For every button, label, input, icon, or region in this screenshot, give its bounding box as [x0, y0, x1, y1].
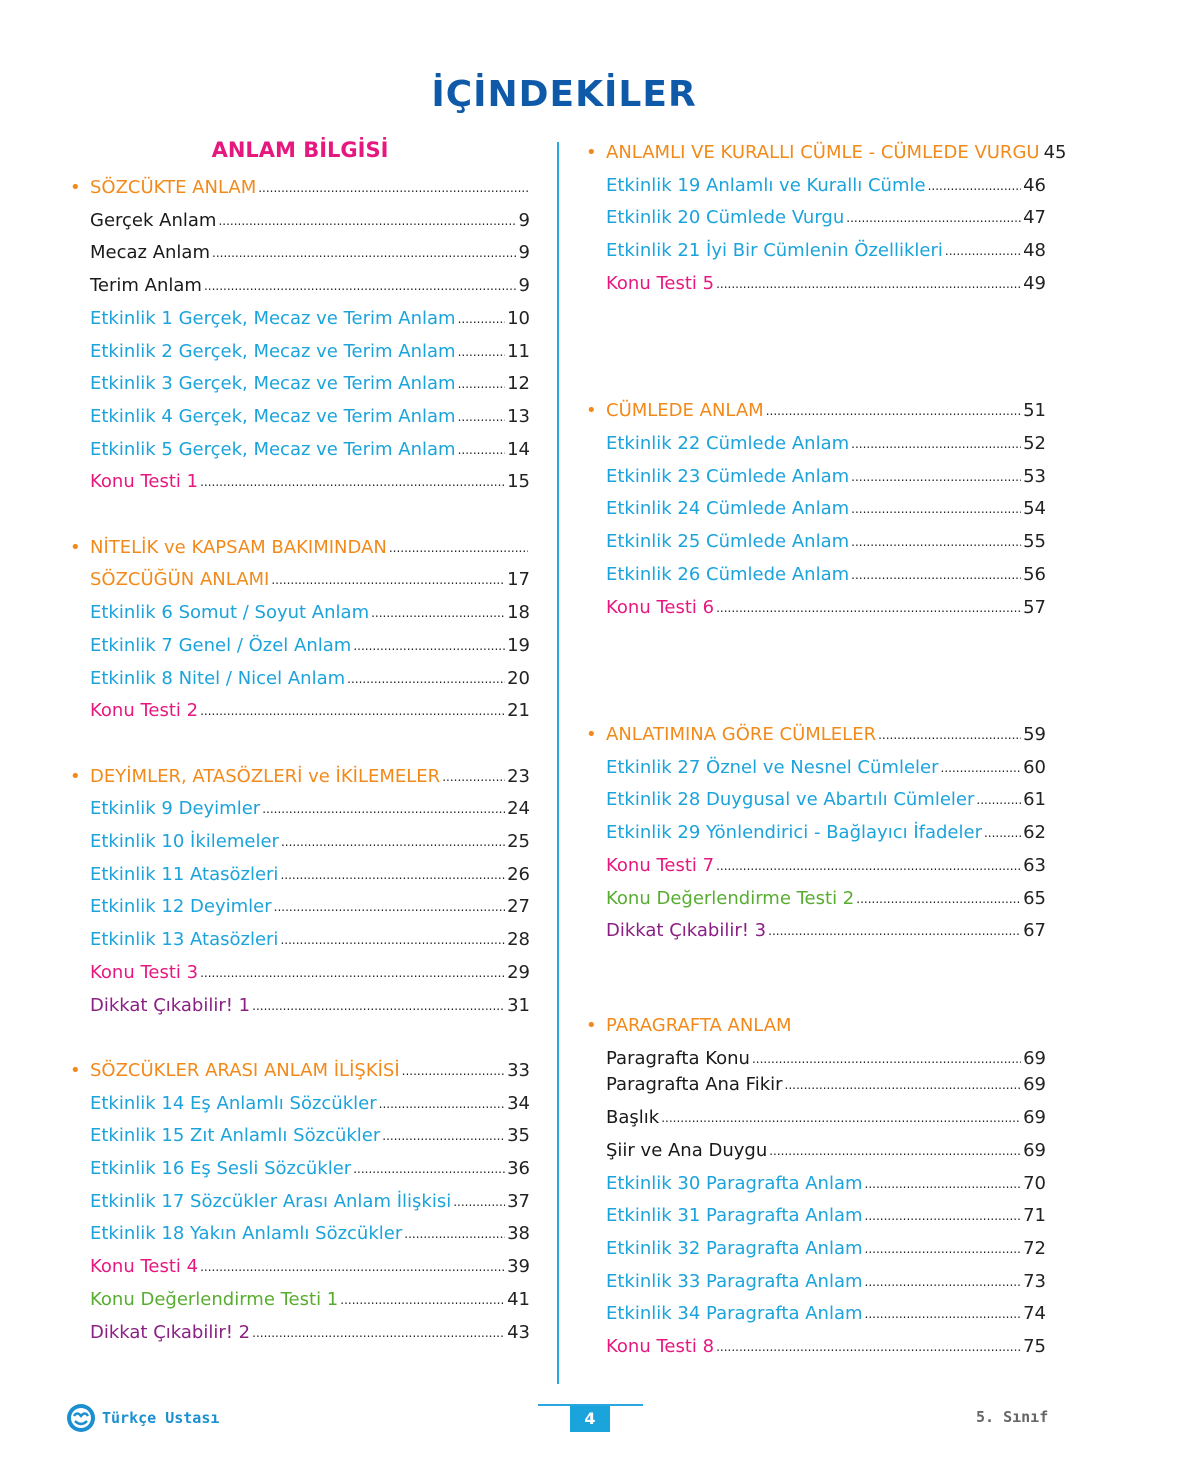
- toc-entry-label: Etkinlik 17 Sözcükler Arası Anlam İlişkisi: [90, 1190, 452, 1212]
- toc-entry-page: 20: [507, 667, 530, 689]
- bullet-icon: •: [70, 1059, 81, 1081]
- toc-section-heading: [586, 137, 1067, 163]
- toc-entry-label: DEYİMLER, ATASÖZLERİ ve İKİLEMELER: [90, 765, 441, 787]
- toc-entry-label: Etkinlik 27 Öznel ve Nesnel Cümleler: [606, 756, 939, 778]
- toc-entry: [70, 303, 530, 329]
- toc-entry: [586, 1200, 1046, 1226]
- toc-entry-page: 13: [507, 405, 530, 427]
- toc-entry-page: 19: [507, 634, 530, 656]
- toc-entry-label: SÖZCÜĞÜN ANLAMI: [90, 569, 270, 591]
- brand-logo: [66, 1403, 219, 1433]
- toc-entry-page: 56: [1023, 563, 1046, 585]
- toc-entry-label: Konu Değerlendirme Testi 1: [90, 1288, 339, 1310]
- toc-entry-label: Etkinlik 11 Atasözleri: [90, 863, 279, 885]
- bullet-icon: •: [70, 765, 81, 787]
- toc-entry: [586, 883, 1046, 909]
- toc-entry-page: 21: [507, 700, 530, 722]
- toc-entry-page: 61: [1023, 789, 1046, 811]
- toc-entry-label: Etkinlik 29 Yönlendirici - Bağlayıcı İfadeler: [606, 822, 982, 844]
- toc-entry: [70, 597, 530, 623]
- toc-entry: [586, 592, 1046, 618]
- dot-leader: [382, 1126, 505, 1146]
- dot-leader: [716, 598, 1021, 618]
- dot-leader: [347, 669, 505, 689]
- toc-entry-page: 67: [1023, 920, 1046, 942]
- toc-entry: [586, 1135, 1046, 1161]
- dot-leader: [200, 701, 505, 721]
- toc-entry-label: Konu Testi 6: [606, 596, 715, 618]
- dot-leader: [851, 499, 1021, 519]
- toc-entry-page: 14: [507, 438, 530, 460]
- dot-leader: [865, 1304, 1022, 1324]
- toc-entry: [70, 859, 530, 885]
- toc-entry-label: PARAGRAFTA ANLAM: [606, 1015, 792, 1037]
- toc-entry-label: SÖZCÜKTE ANLAM: [90, 177, 257, 198]
- toc-entry-label: Etkinlik 19 Anlamlı ve Kurallı Cümle: [606, 174, 926, 196]
- toc-entry-page: 36: [507, 1158, 530, 1179]
- toc-entry: [586, 784, 1046, 810]
- toc-entry-label: Paragrafta Ana Fikir: [606, 1074, 783, 1096]
- toc-entry: [70, 891, 530, 917]
- bullet-icon: •: [586, 724, 597, 746]
- toc-section-heading: [586, 395, 1046, 421]
- toc-entry-page: 41: [507, 1288, 530, 1310]
- toc-entry: [70, 630, 530, 656]
- toc-entry: [70, 663, 530, 689]
- dot-leader: [768, 921, 1021, 941]
- toc-entry: [586, 526, 1046, 552]
- dot-leader: [404, 1224, 505, 1244]
- toc-entry-page: 55: [1023, 531, 1046, 553]
- toc-entry: [586, 1168, 1046, 1194]
- toc-entry-label: Konu Testi 8: [606, 1336, 715, 1358]
- toc-entry: [586, 1331, 1046, 1357]
- toc-entry-page: 46: [1023, 174, 1046, 196]
- toc-entry: [70, 957, 530, 983]
- toc-entry: [70, 1088, 530, 1114]
- toc-entry-page: 60: [1023, 756, 1046, 778]
- toc-entry: [586, 1233, 1046, 1259]
- bullet-icon: •: [586, 142, 597, 163]
- dot-leader: [851, 565, 1021, 585]
- toc-entry-page: 18: [507, 602, 530, 624]
- toc-entry-page: 25: [507, 831, 530, 852]
- dot-leader: [984, 823, 1021, 843]
- toc-entry-page: 69: [1023, 1047, 1046, 1069]
- toc-entry-page: 12: [507, 373, 530, 395]
- dot-leader: [274, 897, 505, 917]
- toc-entry-page: 71: [1023, 1205, 1046, 1227]
- toc-entry: [586, 1043, 1046, 1069]
- toc-entry: [586, 1298, 1046, 1324]
- toc-entry-page: 28: [507, 929, 530, 951]
- toc-entry-label: Etkinlik 33 Paragrafta Anlam: [606, 1270, 863, 1292]
- toc-entry: [586, 170, 1046, 196]
- toc-entry: [70, 1186, 530, 1212]
- dot-leader: [389, 538, 528, 558]
- toc-entry-page: 39: [507, 1256, 530, 1278]
- toc-entry-page: 9: [518, 275, 530, 297]
- bullet-icon: •: [586, 1015, 597, 1037]
- toc-entry-page: 27: [507, 896, 530, 918]
- toc-entry-label: Etkinlik 30 Paragrafta Anlam: [606, 1172, 863, 1194]
- toc-entry: [70, 793, 530, 819]
- toc-entry: [70, 401, 530, 427]
- toc-entry-page: 26: [507, 863, 530, 885]
- toc-entry: [586, 850, 1046, 876]
- toc-entry-page: 15: [507, 471, 530, 493]
- toc-entry: [586, 1266, 1046, 1292]
- toc-entry-label: Etkinlik 23 Cümlede Anlam: [606, 465, 850, 487]
- toc-section-heading: [70, 532, 530, 558]
- toc-entry-label: Etkinlik 10 İkilemeler: [90, 831, 279, 852]
- toc-entry: [70, 990, 530, 1016]
- toc-entry: [70, 434, 530, 460]
- toc-entry-page: 65: [1023, 887, 1046, 909]
- toc-entry-page: 9: [518, 209, 530, 231]
- toc-entry-page: 57: [1023, 596, 1046, 618]
- toc-entry-label: Mecaz Anlam: [90, 242, 210, 264]
- toc-entry-label: Konu Testi 3: [90, 961, 199, 983]
- toc-entry-page: 72: [1023, 1237, 1046, 1259]
- toc-entry-label: Konu Testi 1: [90, 471, 199, 493]
- toc-entry-page: 63: [1023, 854, 1046, 876]
- toc-entry: [70, 237, 530, 263]
- toc-entry-page: 70: [1023, 1172, 1046, 1194]
- toc-entry-label: ANLATIMINA GÖRE CÜMLELER: [606, 724, 877, 746]
- dot-leader: [945, 241, 1021, 261]
- toc-entry: [70, 924, 530, 950]
- dot-leader: [878, 725, 1021, 745]
- toc-entry: [70, 1218, 530, 1244]
- toc-entry: [70, 336, 530, 362]
- toc-entry: [586, 268, 1046, 294]
- toc-entry: [70, 1251, 530, 1277]
- toc-entry-page: 37: [507, 1190, 530, 1212]
- dot-leader: [252, 1323, 505, 1343]
- toc-entry: [586, 915, 1046, 941]
- dot-leader: [371, 603, 505, 623]
- dot-leader: [453, 1192, 505, 1212]
- dot-leader: [281, 832, 505, 852]
- bullet-icon: •: [586, 400, 597, 422]
- dot-leader: [458, 440, 506, 460]
- toc-entry-label: SÖZCÜKLER ARASI ANLAM İLİŞKİSİ: [90, 1059, 400, 1081]
- dot-leader: [851, 467, 1021, 487]
- toc-entry-page: 49: [1023, 272, 1046, 294]
- toc-entry: [586, 752, 1046, 778]
- column-divider: [557, 142, 559, 1384]
- toc-entry-label: Etkinlik 31 Paragrafta Anlam: [606, 1205, 863, 1227]
- dot-leader: [218, 211, 516, 231]
- dot-leader: [766, 401, 1021, 421]
- toc-entry-page: 10: [507, 307, 530, 329]
- toc-entry-label: ANLAMLI VE KURALLI CÜMLE - CÜMLEDE VURGU: [606, 142, 1040, 163]
- dot-leader: [204, 276, 517, 296]
- toc-entry: [70, 205, 530, 231]
- toc-entry-label: Etkinlik 13 Atasözleri: [90, 929, 279, 951]
- dot-leader: [262, 799, 505, 819]
- dot-leader: [442, 767, 505, 787]
- toc-entry-page: 54: [1023, 498, 1046, 520]
- toc-entry-label: Konu Testi 5: [606, 272, 715, 294]
- toc-entry-label: Etkinlik 24 Cümlede Anlam: [606, 498, 850, 520]
- dot-leader: [752, 1049, 1021, 1069]
- toc-entry: [586, 817, 1046, 843]
- toc-entry-label: Etkinlik 21 İyi Bir Cümlenin Özellikleri: [606, 240, 943, 262]
- dot-leader: [716, 856, 1021, 876]
- toc-entry: [70, 368, 530, 394]
- toc-entry: [70, 270, 530, 296]
- dot-leader: [661, 1108, 1021, 1128]
- toc-entry-page: 69: [1023, 1074, 1046, 1096]
- toc-entry-page: 75: [1023, 1336, 1046, 1358]
- dot-leader: [851, 434, 1021, 454]
- toc-entry: [586, 559, 1046, 585]
- toc-entry-label: NİTELİK ve KAPSAM BAKIMINDAN: [90, 536, 387, 558]
- dot-leader: [865, 1272, 1022, 1292]
- toc-entry-page: 53: [1023, 465, 1046, 487]
- dot-leader: [865, 1239, 1022, 1259]
- dot-leader: [271, 570, 505, 590]
- bullet-icon: •: [70, 177, 81, 198]
- dot-leader: [851, 532, 1021, 552]
- toc-entry-label: Dikkat Çıkabilir! 2: [90, 1321, 251, 1343]
- toc-entry-label: Etkinlik 4 Gerçek, Mecaz ve Terim Anlam: [90, 405, 456, 427]
- dot-leader: [353, 1159, 505, 1179]
- brand-logo-icon: [66, 1403, 96, 1433]
- toc-entry: [70, 1317, 530, 1343]
- toc-entry-page: 47: [1023, 207, 1046, 229]
- toc-entry-label: Etkinlik 3 Gerçek, Mecaz ve Terim Anlam: [90, 373, 456, 395]
- toc-entry-page: 29: [507, 961, 530, 983]
- dot-leader: [280, 930, 505, 950]
- dot-leader: [865, 1174, 1022, 1194]
- toc-section-heading: [586, 1010, 1046, 1036]
- toc-entry-label: Dikkat Çıkabilir! 3: [606, 920, 767, 942]
- dot-leader: [458, 309, 506, 329]
- toc-entry-label: Etkinlik 9 Deyimler: [90, 798, 261, 820]
- toc-entry-label: Etkinlik 2 Gerçek, Mecaz ve Terim Anlam: [90, 340, 456, 362]
- toc-entry-label: Etkinlik 7 Genel / Özel Anlam: [90, 634, 352, 656]
- dot-leader: [200, 1257, 505, 1277]
- toc-entry: [586, 235, 1046, 261]
- toc-entry-label: Etkinlik 18 Yakın Anlamlı Sözcükler: [90, 1223, 403, 1245]
- toc-entry-page: 51: [1023, 400, 1046, 422]
- toc-entry-page: 48: [1023, 240, 1046, 262]
- toc-section-heading: [70, 1055, 530, 1081]
- dot-leader: [458, 407, 506, 427]
- grade-label: 5. Sınıf: [976, 1408, 1049, 1426]
- toc-entry-page: 69: [1023, 1139, 1046, 1161]
- dot-leader: [258, 178, 528, 198]
- toc-entry-page: 33: [507, 1059, 530, 1081]
- dot-leader: [769, 1141, 1021, 1161]
- toc-entry-page: 59: [1023, 724, 1046, 746]
- dot-leader: [200, 472, 505, 492]
- toc-entry-label: Etkinlik 26 Cümlede Anlam: [606, 563, 850, 585]
- toc-entry-label: Etkinlik 28 Duygusal ve Abartılı Cümleler: [606, 789, 975, 811]
- dot-leader: [212, 243, 517, 263]
- section-title: ANLAM BİLGİSİ: [211, 138, 389, 162]
- toc-entry-label: CÜMLEDE ANLAM: [606, 400, 764, 422]
- dot-leader: [353, 636, 505, 656]
- toc-entry: [70, 695, 530, 721]
- toc-entry: [586, 493, 1046, 519]
- toc-entry-label: Etkinlik 14 Eş Anlamlı Sözcükler: [90, 1092, 377, 1114]
- toc-entry-label: Paragrafta Konu: [606, 1047, 750, 1069]
- toc-entry-label: Etkinlik 20 Cümlede Vurgu: [606, 207, 845, 229]
- toc-entry: [70, 1153, 530, 1179]
- toc-section-heading: [70, 564, 530, 590]
- toc-section-heading: [586, 719, 1046, 745]
- toc-entry: [70, 1120, 530, 1146]
- toc-entry-page: 9: [518, 242, 530, 264]
- toc-entry-label: Etkinlik 16 Eş Sesli Sözcükler: [90, 1158, 352, 1179]
- toc-entry-page: 31: [507, 994, 530, 1016]
- toc-entry-label: Etkinlik 1 Gerçek, Mecaz ve Terim Anlam: [90, 307, 456, 329]
- toc-entry: [586, 428, 1046, 454]
- toc-entry-label: Konu Testi 2: [90, 700, 199, 722]
- dot-leader: [941, 758, 1022, 778]
- toc-entry: [586, 1102, 1046, 1128]
- toc-section-heading: [70, 761, 530, 787]
- toc-entry-label: Gerçek Anlam: [90, 209, 217, 231]
- dot-leader: [856, 889, 1021, 909]
- toc-entry-label: Etkinlik 25 Cümlede Anlam: [606, 531, 850, 553]
- toc-entry: [586, 1069, 1046, 1095]
- dot-leader: [846, 208, 1021, 228]
- toc-entry-label: Konu Testi 7: [606, 854, 715, 876]
- toc-entry-page: 35: [507, 1125, 530, 1147]
- toc-entry-label: Etkinlik 32 Paragrafta Anlam: [606, 1237, 863, 1259]
- dot-leader: [785, 1075, 1022, 1095]
- toc-entry-label: Etkinlik 6 Somut / Soyut Anlam: [90, 602, 370, 624]
- dot-leader: [458, 342, 506, 362]
- toc-entry-page: 73: [1023, 1270, 1046, 1292]
- toc-entry: [586, 202, 1046, 228]
- dot-leader: [280, 865, 505, 885]
- toc-entry-page: 43: [507, 1321, 530, 1343]
- toc-entry-page: 11: [507, 340, 530, 362]
- dot-leader: [865, 1206, 1022, 1226]
- toc-entry-label: Etkinlik 22 Cümlede Anlam: [606, 433, 850, 455]
- page-number: 4: [570, 1406, 610, 1432]
- page-title: İÇİNDEKİLER: [431, 74, 697, 115]
- toc-entry: [70, 1284, 530, 1310]
- toc-entry-label: Konu Testi 4: [90, 1256, 199, 1278]
- brand-name: Türkçe Ustası: [102, 1409, 220, 1427]
- bullet-icon: •: [70, 536, 81, 558]
- dot-leader: [716, 274, 1021, 294]
- toc-entry-label: Etkinlik 5 Gerçek, Mecaz ve Terim Anlam: [90, 438, 456, 460]
- toc-entry-page: 17: [507, 569, 530, 591]
- dot-leader: [200, 963, 505, 983]
- toc-entry-label: Etkinlik 12 Deyimler: [90, 896, 272, 918]
- toc-entry-page: 34: [507, 1092, 530, 1114]
- toc-entry-page: 23: [507, 765, 530, 787]
- toc-entry-page: 38: [507, 1223, 530, 1245]
- dot-leader: [252, 996, 505, 1016]
- toc-entry-page: 45: [1043, 142, 1067, 163]
- toc-entry-label: Etkinlik 34 Paragrafta Anlam: [606, 1303, 863, 1325]
- toc-entry-page: 74: [1023, 1303, 1046, 1325]
- toc-section-heading: [70, 172, 530, 198]
- toc-entry: [586, 461, 1046, 487]
- toc-entry-label: Dikkat Çıkabilir! 1: [90, 994, 251, 1016]
- toc-entry-label: Etkinlik 15 Zıt Anlamlı Sözcükler: [90, 1125, 381, 1147]
- dot-leader: [458, 374, 506, 394]
- dot-leader: [716, 1337, 1021, 1357]
- toc-entry: [70, 826, 530, 852]
- toc-entry-page: 62: [1023, 822, 1046, 844]
- toc-entry-page: 52: [1023, 433, 1046, 455]
- dot-leader: [928, 176, 1022, 196]
- toc-entry-page: 24: [507, 798, 530, 820]
- dot-leader: [340, 1290, 505, 1310]
- toc-entry: [70, 466, 530, 492]
- toc-entry-label: Terim Anlam: [90, 275, 202, 297]
- toc-entry-label: Konu Değerlendirme Testi 2: [606, 887, 855, 909]
- toc-entry-label: Başlık: [606, 1107, 660, 1129]
- toc-entry-label: Şiir ve Ana Duygu: [606, 1139, 768, 1161]
- dot-leader: [379, 1094, 505, 1114]
- toc-entry-label: Etkinlik 8 Nitel / Nicel Anlam: [90, 667, 346, 689]
- dot-leader: [402, 1061, 505, 1081]
- dot-leader: [976, 790, 1021, 810]
- toc-entry-page: 69: [1023, 1107, 1046, 1129]
